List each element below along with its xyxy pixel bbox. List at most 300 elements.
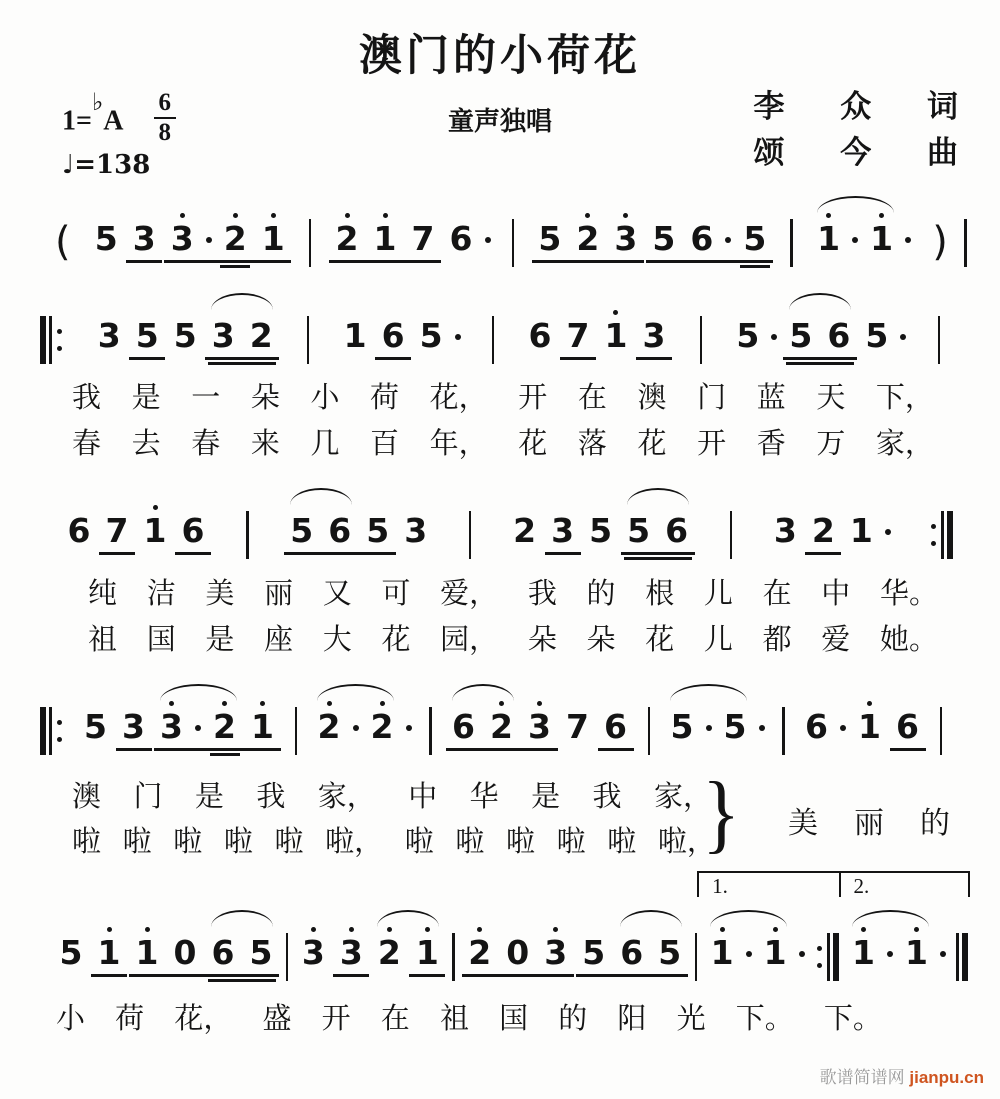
bar-thin [827,933,830,981]
duration-dot-icon [353,725,359,731]
note [613,922,651,972]
lyric-syllable: 根 [645,578,675,610]
note-digit: 6 [67,511,91,550]
note-digit: 1 [817,219,841,258]
slur-arc [817,196,894,213]
note-digit: 5 [94,219,118,258]
note-digit: 1 [852,933,875,972]
note [607,208,645,258]
duration-dot [883,922,898,972]
slur-arc [627,488,689,505]
note-digit: 2 [576,219,600,258]
note-digit: 2 [317,707,341,746]
note [363,696,401,746]
note [115,696,153,746]
octave-dot-slot [896,305,911,317]
repeat-dots [929,511,938,559]
lyric-syllable: 啦 [274,826,304,858]
beam-line [646,260,773,263]
beam-line [220,265,250,268]
note-digit: 1 [251,707,274,746]
duration-dot [767,305,782,355]
note [283,500,321,550]
octave-dot-slot [767,305,782,317]
note-digit: 5 [658,933,682,972]
repeat-end-sign [929,511,953,559]
measure [90,305,280,355]
note [663,696,701,746]
note [136,500,174,550]
barline [295,707,298,755]
lyric-syllable: 花 [645,624,675,656]
duration-dot-icon [759,725,765,731]
lyric-syllable: 美 [205,578,235,610]
volta-1-label: 1. [712,874,728,898]
lyric-syllable: 下。 [735,1003,794,1035]
beam-line [598,748,634,751]
note [321,500,359,550]
note-digit: 1 [135,933,159,972]
note-digit: 3 [404,511,428,550]
duration-dot [836,696,851,746]
octave-dot-slot [836,696,851,708]
close-parenthesis: ) [932,219,948,265]
note [370,922,408,972]
note-digit: 3 [642,316,666,355]
note-digit: 5 [743,219,767,258]
note [254,208,292,258]
barline [307,316,310,364]
lyric-syllable: 啦 [173,826,203,858]
note-digit: 5 [419,316,443,355]
note [559,696,597,746]
duration-dot-icon [725,237,731,243]
note-digit: 1 [858,707,881,746]
measure [766,500,895,550]
beam-line [576,974,688,977]
barline [730,511,733,559]
note-digit: 0 [506,933,530,972]
lyric-syllable: 家， [317,781,376,813]
beam-line [210,753,240,756]
lyric-syllable: 啦 [506,826,536,858]
note [569,208,607,258]
lyric-syllable: 春 [191,428,221,460]
note [597,696,635,746]
note [766,500,804,550]
beam-line [409,974,445,977]
lyrics-verse2-line3 [72,825,716,859]
note-digit: 3 [160,707,183,746]
lyric-syllable: 小 [310,382,340,414]
note [404,208,442,258]
measure [294,922,446,972]
note-digit: 2 [223,219,247,258]
note [729,305,767,355]
duration-dot [348,696,363,746]
octave-dot-slot [480,208,495,220]
watermark [820,1063,984,1088]
barline [790,219,793,267]
note [359,500,397,550]
note [820,305,858,355]
measure [810,208,916,258]
octave-dot-slot [201,208,216,220]
lyric-syllable: 开 [321,1003,351,1035]
note-digit: 6 [181,511,205,550]
lyric-syllable: 在 [577,382,607,414]
note [858,305,896,355]
note-digit: 2 [513,511,537,550]
beam-line [805,552,841,555]
beam-line [208,979,276,982]
note-digit: 5 [290,511,314,550]
note [60,500,98,550]
duration-dot-icon [799,951,805,957]
bar-thin [956,933,959,981]
repeat-start-sign [40,707,64,755]
note [204,305,242,355]
note-digit: 2 [335,219,359,258]
lyric-syllable: 国 [146,624,176,656]
watermark-site-name: 歌谱简谱网 [819,1068,905,1087]
lyric-syllable: 啦 [404,826,434,858]
lyric-syllable: 祖 [439,1003,469,1035]
note-digit: 7 [566,316,590,355]
note [310,696,348,746]
music-line-2 [40,305,940,364]
note-digit: 2 [213,707,236,746]
barline [452,933,455,981]
note-digit: 7 [566,707,589,746]
duration-dot-icon [706,725,712,731]
note [716,696,754,746]
note-digit: 5 [627,511,651,550]
note-digit: 6 [604,707,627,746]
note [736,208,774,258]
lyric-syllable: 纯 [88,578,118,610]
duration-dot-icon [455,334,461,340]
lyric-syllable: 我 [72,382,102,414]
note-digit: 6 [690,219,714,258]
lyric-syllable: 小 [56,1003,86,1035]
note [521,696,559,746]
note [128,305,166,355]
barline [782,707,785,755]
bar-thick [947,511,953,559]
note [90,922,128,972]
lyric-syllable: 门 [133,781,163,813]
bar-thick [962,933,968,981]
lyric-syllable: 下。 [823,1003,882,1035]
lyrics-final-line [56,1002,882,1036]
beam-line [786,362,854,365]
duration-dot [794,922,809,972]
note [804,500,842,550]
note-digit: 5 [538,219,562,258]
note [582,500,620,550]
note-digit: 6 [805,707,828,746]
note-digit: 2 [370,707,394,746]
lyric-syllable: 万 [816,428,846,460]
measure [521,305,673,355]
volta-bracket-2 [839,871,970,897]
lyric-syllable: 啦， [325,826,384,858]
bar-thick [40,316,46,364]
note-digit: 5 [736,316,760,355]
measure [703,922,809,972]
lyric-syllable: 洁 [146,578,176,610]
lyric-syllable: 的 [558,1003,588,1035]
note-digit: 1 [143,511,167,550]
slur-arc [160,684,237,701]
duration-dot [848,208,863,258]
duration-dot-icon [887,951,893,957]
note [397,500,435,550]
lyric-syllable: 是 [205,624,235,656]
note-digit: 1 [870,219,894,258]
octave-dot-slot [901,208,916,220]
octave-dot-slot [794,922,809,934]
lyric-syllable: 华。 [879,578,938,610]
beam-line [545,552,581,555]
lyrics-verse1-line1 [72,381,934,415]
beam-line [329,260,441,263]
repeat-end-sign [815,933,839,981]
note [506,500,544,550]
note [782,305,820,355]
measure [310,696,416,746]
lyric-syllable: 中 [408,781,438,813]
barline [309,219,312,267]
note [216,208,254,258]
duration-dot-icon [852,237,858,243]
lyric-syllable: 去 [131,428,161,460]
measure [77,696,282,746]
beam-line [154,748,281,751]
note [756,922,794,972]
note-digit: 5 [249,933,273,972]
beam-line [129,357,165,360]
lyric-syllable: 啦 [223,826,253,858]
note [128,922,166,972]
note [77,696,115,746]
lyric-syllable: 的 [586,578,616,610]
note [442,208,480,258]
lyric-syllable: 丽 [264,578,294,610]
measure [52,922,280,972]
lyricist-credit: 李 众 词 [753,89,982,124]
repeat-start-sign [40,316,64,364]
song-title: 澳门的小荷花 [359,32,641,80]
volta-2-label: 2. [853,874,870,898]
measure [798,696,927,746]
lyric-syllable: 百 [370,428,400,460]
note [898,922,936,972]
measure [336,305,465,355]
duration-dot [754,696,769,746]
lyric-syllable: 啦， [657,826,716,858]
lyric-syllable: 花 [381,624,411,656]
lyric-syllable: 澳 [72,781,102,813]
note-digit: 6 [328,511,352,550]
lyric-syllable: 她。 [879,624,938,656]
open-parenthesis: ( [55,219,71,265]
lyrics-coda-text: 美丽的 [788,807,986,840]
note-digit: 7 [411,219,435,258]
lyric-syllable: 都 [762,624,792,656]
barline [492,316,495,364]
note-digit: 3 [614,219,638,258]
performance-type-label: 童声独唱 [447,106,552,136]
note-digit: 6 [449,219,473,258]
note-digit: 2 [490,707,513,746]
lyric-syllable: 是 [131,382,161,414]
barline [648,707,651,755]
lyric-syllable: 朵 [527,624,557,656]
note-digit: 7 [105,511,129,550]
beam-line [164,260,291,263]
beam-line [462,974,574,977]
note-digit: 6 [452,707,475,746]
lyric-syllable: 来 [250,428,280,460]
note [98,500,136,550]
note-digit: 0 [173,933,197,972]
lyric-syllable: 家， [875,428,934,460]
lyric-syllable: 澳 [637,382,667,414]
octave-dot-slot [721,208,736,220]
note-digit: 5 [652,219,676,258]
note-digit: 5 [135,316,159,355]
note [242,922,280,972]
note [242,305,280,355]
lyric-syllable: 儿 [703,578,733,610]
lyric-syllable: 香 [756,428,786,460]
lyric-syllable: 蓝 [756,382,786,414]
beam-line [284,552,396,555]
bar-thin [49,316,52,364]
quarter-note-icon: ♩ [62,150,75,180]
beam-line [333,974,369,977]
slur-arc [670,684,747,701]
lyric-syllable: 我 [592,781,622,813]
lyric-syllable: 啦 [556,826,586,858]
lyric-syllable: 在 [762,578,792,610]
credits [753,84,982,176]
duration-dot-icon [905,237,911,243]
repeat-dots [815,933,824,981]
note-digit: 3 [544,933,568,972]
lyric-syllable: 年， [429,428,488,460]
lyric-syllable: 花， [429,382,488,414]
note-digit: 1 [373,219,397,258]
measure [445,696,635,746]
note-digit: 2 [377,933,401,972]
note-digit: 3 [551,511,575,550]
note-digit: 5 [59,933,83,972]
music-line-3 [60,500,953,559]
note-digit: 2 [249,316,273,355]
note-digit: 6 [827,316,851,355]
note [531,208,569,258]
note-digit: 3 [170,219,194,258]
key-signature: 1=♭A [62,90,124,137]
note [559,305,597,355]
note [499,922,537,972]
measure [506,500,696,550]
note-digit: 6 [665,511,689,550]
duration-dot-icon [195,725,201,731]
note [798,696,836,746]
note [645,208,683,258]
measure [60,500,212,550]
measure [663,696,769,746]
note-digit: 5 [173,316,197,355]
beam-line [116,748,152,751]
note-digit: 3 [97,316,121,355]
lyric-syllable: 啦 [122,826,152,858]
slur-arc [211,910,273,927]
octave-dot-slot [754,696,769,708]
note-digit: 3 [122,707,145,746]
note-digit: 2 [468,933,492,972]
lyric-syllable: 大 [322,624,352,656]
beam-line [624,557,692,560]
lyric-syllable: 又 [322,578,352,610]
barline [964,219,967,267]
duration-dot [701,696,716,746]
measure [531,208,774,258]
measure [87,208,292,258]
duration-dot [721,208,736,258]
note [521,305,559,355]
watermark-url[interactable]: jianpu.cn [909,1068,984,1087]
duration-dot [936,922,951,972]
slur-arc [789,293,851,310]
lyric-syllable: 家， [653,781,712,813]
note [163,208,201,258]
note [52,922,90,972]
bar-thick [833,933,839,981]
duration-dot-icon [406,725,412,731]
slur-arc [620,910,682,927]
note [842,500,880,550]
note-digit: 2 [811,511,835,550]
beam-line [532,260,644,263]
beam-line [91,974,127,977]
note [166,305,204,355]
lyric-syllable: 是 [194,781,224,813]
note [336,305,374,355]
lyric-syllable: 园， [440,624,499,656]
duration-dot [450,305,465,355]
lyric-syllable: 落 [577,428,607,460]
note-digit: 1 [261,219,285,258]
note [166,922,204,972]
lyric-syllable: 爱， [440,578,499,610]
note [294,922,332,972]
note [204,922,242,972]
note-digit: 5 [582,933,606,972]
note [412,305,450,355]
duration-dot-icon [206,237,212,243]
note [620,500,658,550]
slur-arc [290,488,352,505]
duration-dot [901,208,916,258]
note-digit: 1 [905,933,928,972]
note-digit: 6 [896,707,919,746]
note-digit: 3 [528,707,551,746]
